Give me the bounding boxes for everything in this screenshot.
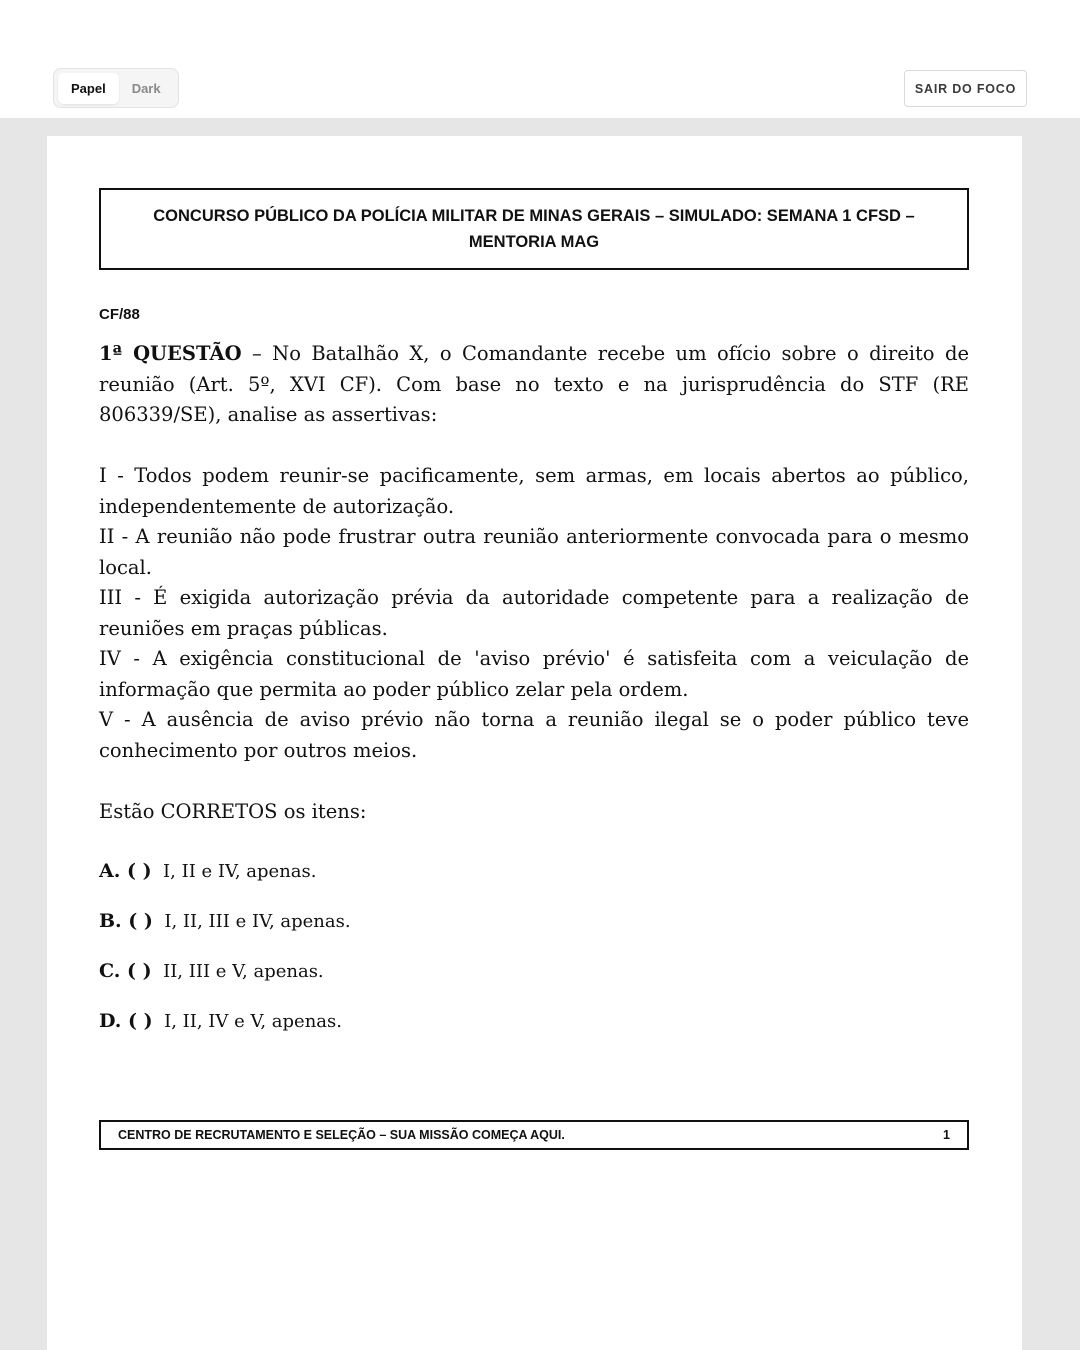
theme-option-papel[interactable]: Papel: [58, 73, 119, 104]
theme-toggle: [53, 68, 179, 108]
theme-option-dark[interactable]: Dark: [131, 80, 161, 96]
answer-option-c[interactable]: [99, 960, 324, 982]
section-label: CF/88: [99, 306, 140, 323]
question-number: 1ª QUESTÃO: [99, 342, 242, 365]
option-text: I, II e IV, apenas.: [163, 861, 317, 882]
assertion-item: II - A reunião não pode frustrar outra reunião anteriormente convocada para o mesmo local.: [99, 525, 969, 579]
footer-text: CENTRO DE RECRUTAMENTO E SELEÇÃO – SUA MISSÃO COMEÇA AQUI.: [118, 1128, 565, 1142]
option-text: I, II, IV e V, apenas.: [164, 1011, 342, 1032]
option-text: I, II, III e IV, apenas.: [164, 911, 351, 932]
assertion-item: V - A ausência de aviso prévio não torna a reunião ilegal se o poder público teve conhecimento por outros meios.: [99, 708, 969, 762]
question-block: [99, 339, 969, 827]
document-header: CONCURSO PÚBLICO DA POLÍCIA MILITAR DE MINAS GERAIS – SIMULADO: SEMANA 1 CFSD – MENTORIA MAG: [99, 188, 969, 270]
option-letter: D. ( ): [99, 1010, 153, 1032]
top-toolbar: [0, 0, 1080, 118]
page-number: 1: [943, 1128, 950, 1142]
option-letter: B. ( ): [99, 910, 153, 932]
question-prompt: [99, 339, 969, 431]
option-letter: C. ( ): [99, 960, 152, 982]
answer-option-b[interactable]: [99, 910, 351, 932]
option-letter: A. ( ): [99, 860, 152, 882]
option-text: II, III e V, apenas.: [163, 961, 324, 982]
document-page: [47, 136, 1022, 1350]
answer-option-a[interactable]: [99, 860, 317, 882]
question-stem: Estão CORRETOS os itens:: [99, 799, 367, 823]
document-footer: [99, 1120, 969, 1150]
question-text: – No Batalhão X, o Comandante recebe um ofício sobre o direito de reunião (Art. 5º, XVI CF). Com base no texto e na jurisprudência do STF (RE 806339/SE), analise as assertivas:: [99, 342, 969, 426]
exit-focus-button[interactable]: SAIR DO FOCO: [904, 70, 1027, 107]
assertion-item: III - É exigida autorização prévia da autoridade competente para a realização de reuniões em praças públicas.: [99, 586, 969, 640]
answer-option-d[interactable]: [99, 1010, 342, 1032]
assertion-item: I - Todos podem reunir-se pacificamente, sem armas, em locais abertos ao público, independentemente de autorização.: [99, 464, 969, 518]
assertion-item: IV - A exigência constitucional de 'aviso prévio' é satisfeita com a veiculação de informação que permita ao poder público zelar pela ordem.: [99, 647, 969, 701]
